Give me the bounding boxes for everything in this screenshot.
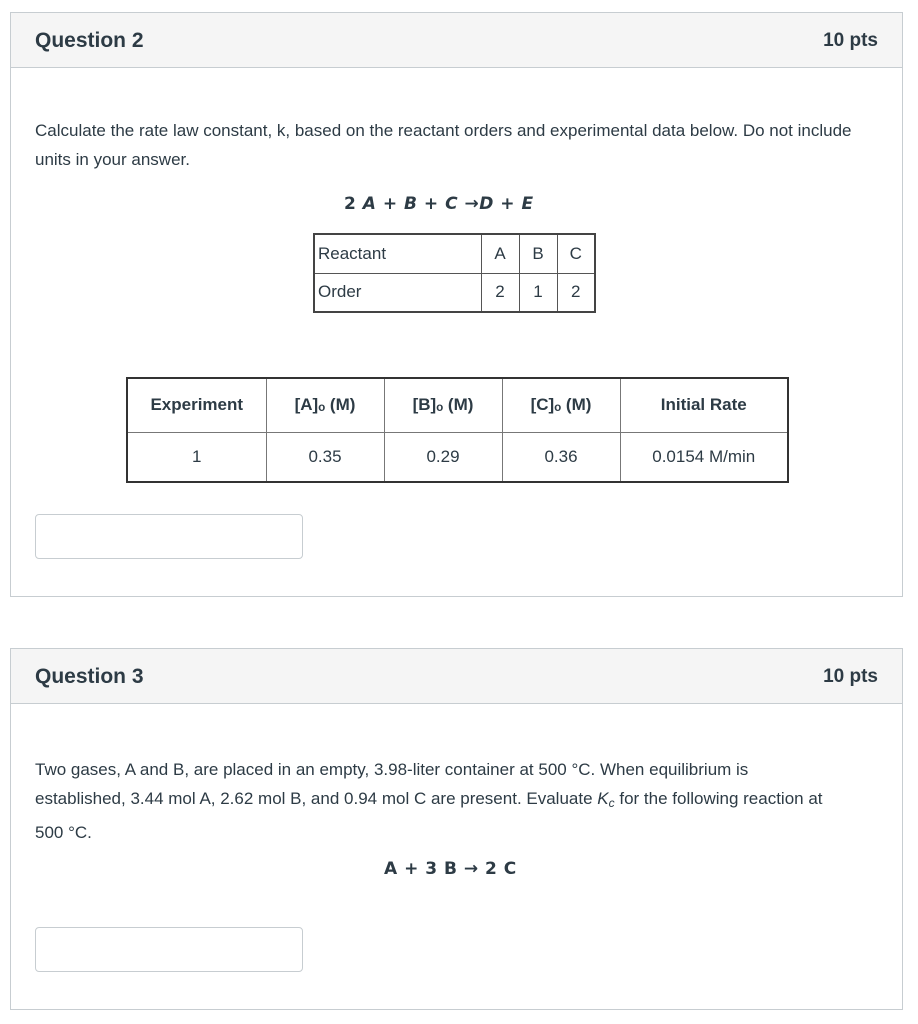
- table-header-cell: [C]ₒ (M): [502, 378, 620, 432]
- table-cell: 0.29: [384, 432, 502, 482]
- kc-subscript: c: [608, 796, 615, 810]
- experiment-data-table: [126, 377, 789, 483]
- kc-symbol: K: [597, 789, 609, 808]
- table-cell: B: [519, 234, 557, 273]
- question-2-text: Calculate the rate law constant, k, based on the reactant orders and experimental data below. Do not include units in your answer.: [35, 121, 852, 169]
- question-2-title: Question 2: [35, 29, 144, 52]
- table-cell: Order: [314, 273, 481, 312]
- table-cell: 2: [557, 273, 595, 312]
- table-cell: 0.35: [266, 432, 384, 482]
- question-3-header: [11, 649, 902, 704]
- reactant-order-table: [313, 233, 596, 313]
- table-cell: A: [481, 234, 519, 273]
- table-row: [314, 273, 595, 312]
- table-header-cell: Experiment: [127, 378, 266, 432]
- table-cell: C: [557, 234, 595, 273]
- table-row: [314, 234, 595, 273]
- question-2-header: [11, 13, 902, 68]
- table-cell: 0.0154 M/min: [620, 432, 788, 482]
- question-3-points: 10 pts: [823, 666, 878, 687]
- table-cell: 2: [481, 273, 519, 312]
- question-2-card: [10, 12, 903, 597]
- question-3-text: Two gases, A and B, are placed in an empty, 3.98-liter container at 500 °C. When equilibrium is established, 3.44 mol A, 2.62 mol B, and 0.94 mol C are present. Evaluate $K_c$ for the following reaction at 500 °C.: [35, 760, 823, 842]
- table-header-row: [127, 378, 788, 432]
- table-cell: 0.36: [502, 432, 620, 482]
- table-header-cell: [A]ₒ (M): [266, 378, 384, 432]
- table-row: [127, 432, 788, 482]
- question-3-equation: A + 3 B → 2 C: [384, 859, 517, 879]
- table-header-cell: [B]ₒ (M): [384, 378, 502, 432]
- question-2-answer-input[interactable]: [35, 514, 303, 559]
- question-3-title: Question 3: [35, 665, 144, 688]
- table-cell: 1: [519, 273, 557, 312]
- table-header-cell: Initial Rate: [620, 378, 788, 432]
- table-cell: 1: [127, 432, 266, 482]
- table-cell: Reactant: [314, 234, 481, 273]
- question-2-equation: 2 A + B + C →D + E: [344, 194, 534, 214]
- question-2-points: 10 pts: [823, 30, 878, 51]
- question-3-card: [10, 648, 903, 1010]
- question-3-answer-input[interactable]: [35, 927, 303, 972]
